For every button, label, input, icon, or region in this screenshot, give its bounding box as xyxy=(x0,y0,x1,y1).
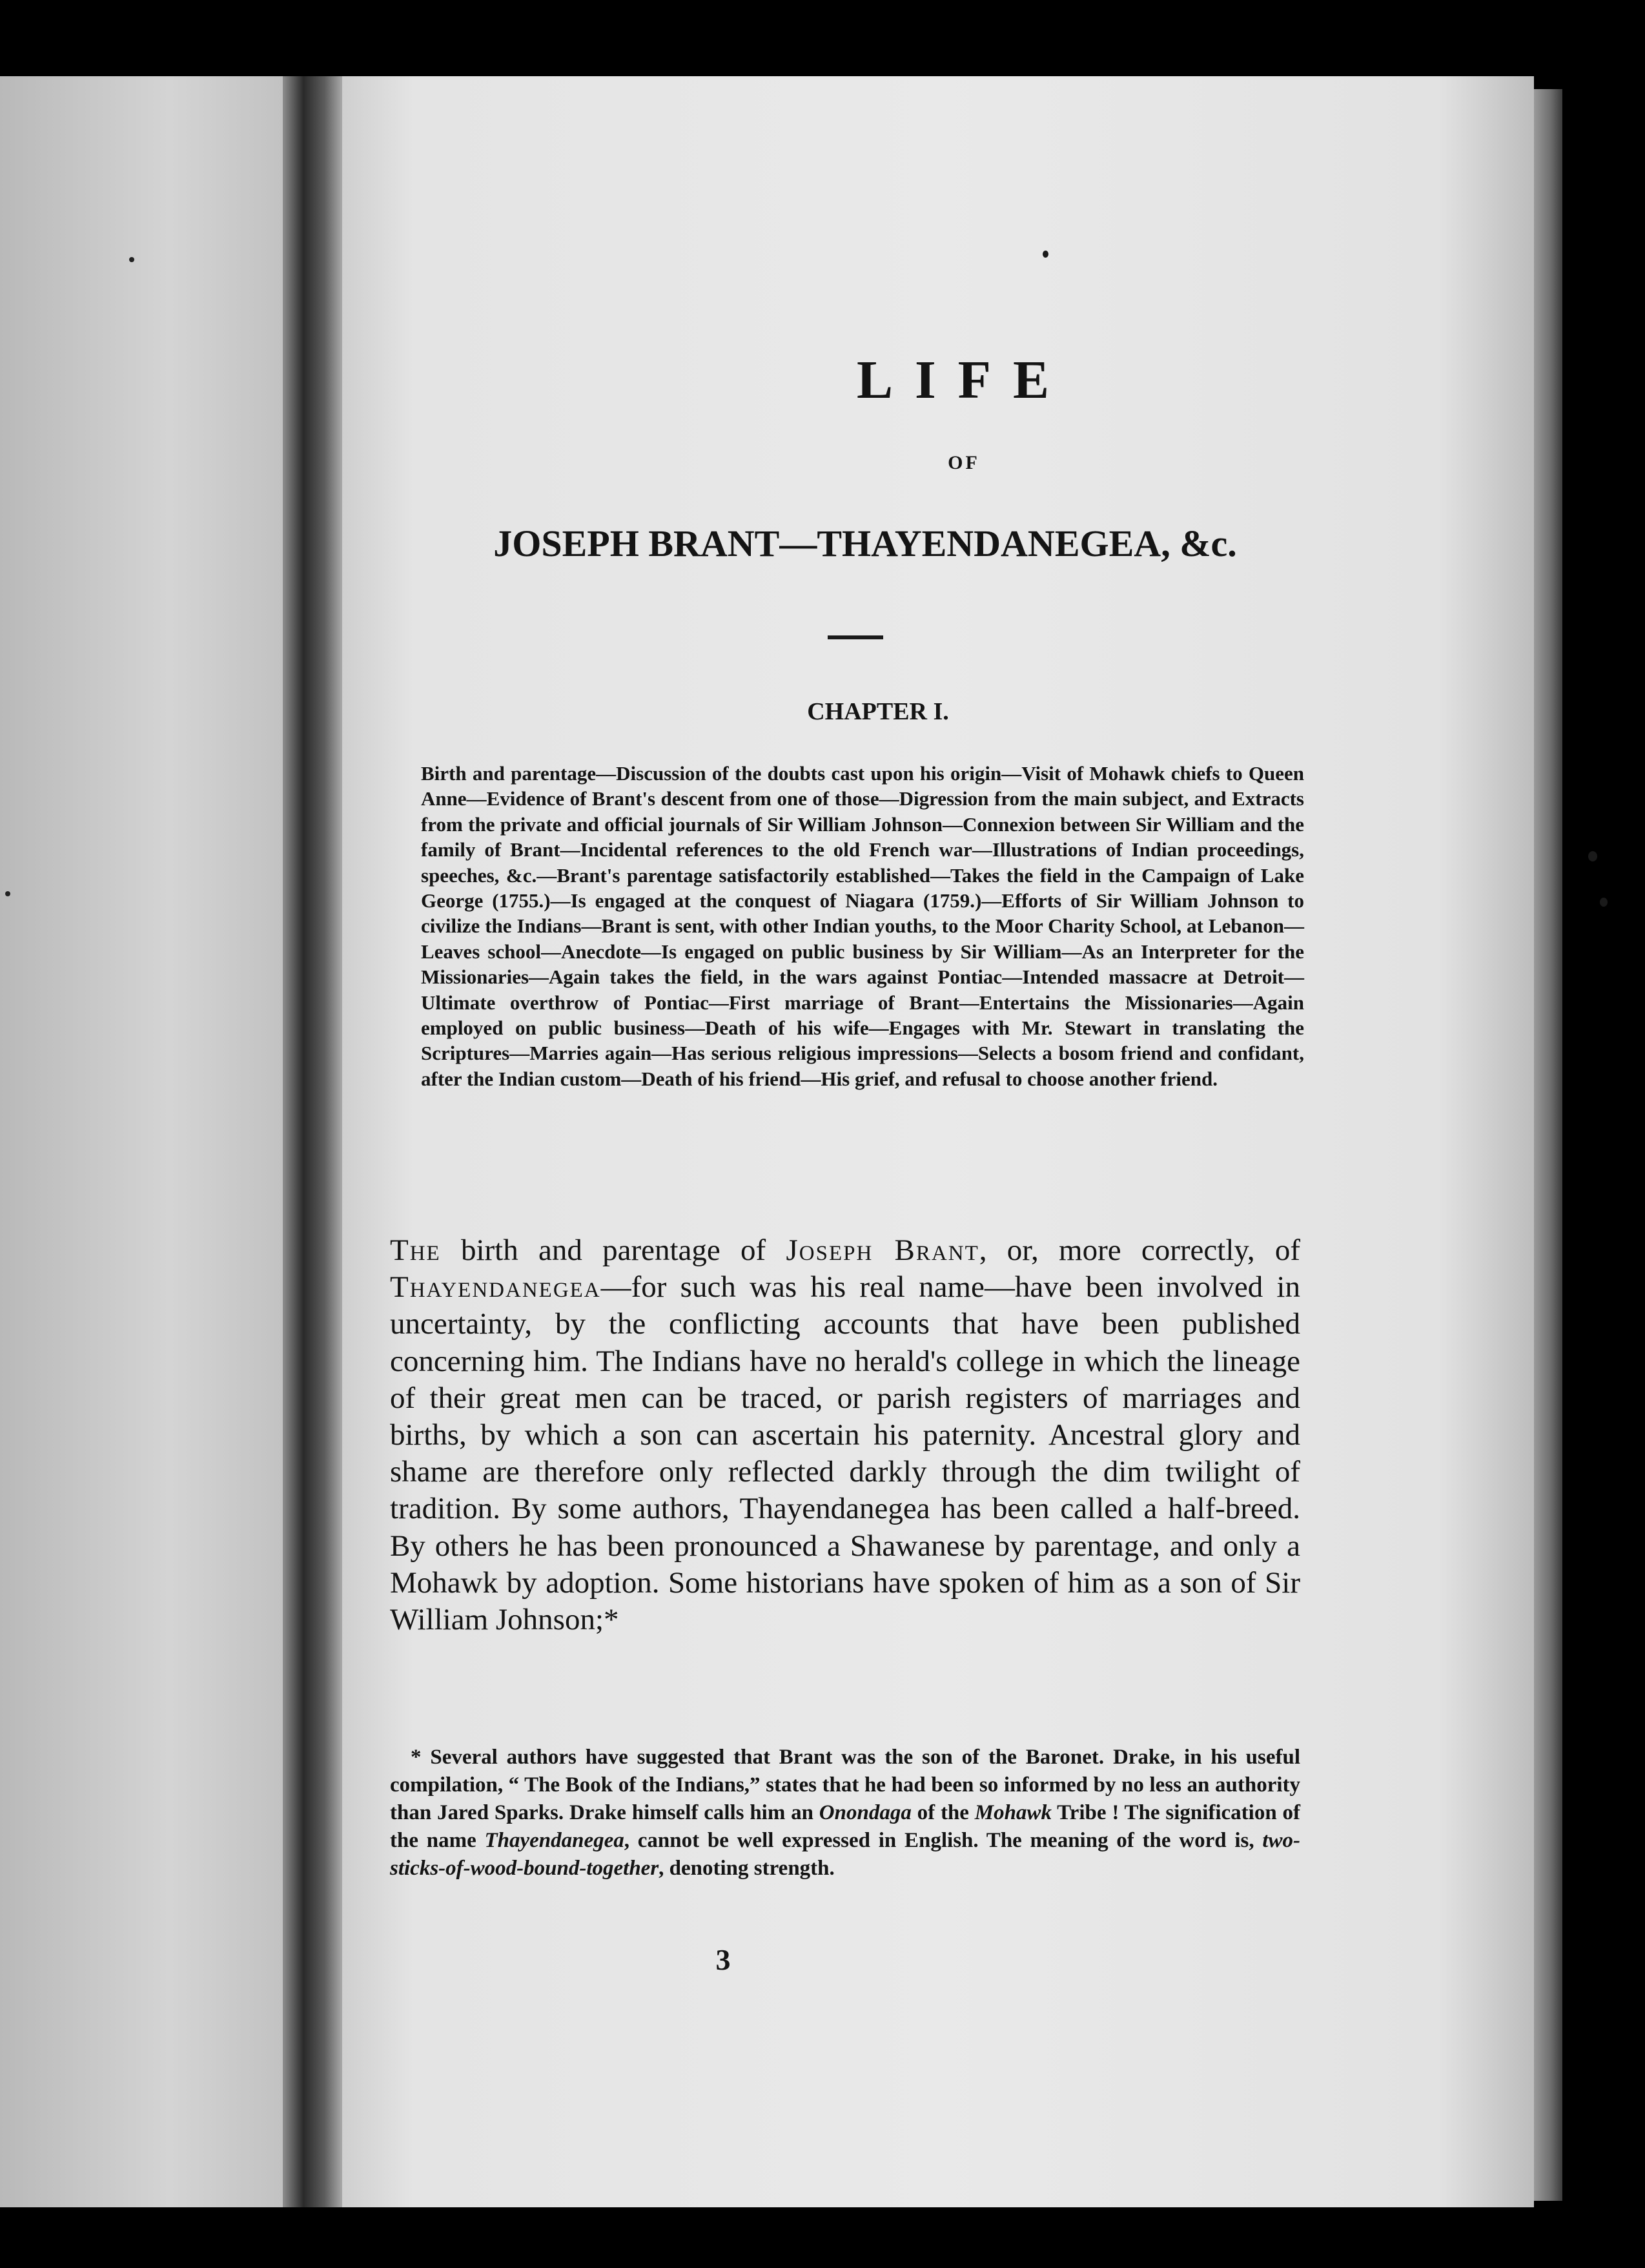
footnote-text-1: * Several authors have suggested that Brant was the son of the Baronet. Drake, in his useful compilation, “ The Book of the Indians,” states that he had been so informed by no less an authority than Jared Sparks. Drake himself calls him an xyxy=(390,1746,1300,1824)
title-subject: JOSEPH BRANT—THAYENDANEGEA, &c. xyxy=(493,522,1237,564)
footnote-meaning: two-sticks-of-wood-bound-together xyxy=(390,1829,1300,1880)
footnote xyxy=(390,1744,1300,1882)
dust-speck xyxy=(1588,851,1597,861)
footnote-text-2: of the xyxy=(911,1801,975,1824)
title-heading: LIFE xyxy=(856,350,1072,410)
page-edge xyxy=(1534,89,1562,2201)
drop-word: The xyxy=(390,1233,441,1267)
title-of: OF xyxy=(948,452,980,473)
footnote-text-3: Tribe ! The signification of the name xyxy=(390,1801,1300,1852)
footnote-onondaga: Onondaga xyxy=(819,1801,912,1824)
title-rule xyxy=(828,635,883,639)
dust-speck xyxy=(1600,898,1608,907)
chapter-heading: CHAPTER I. xyxy=(807,698,949,725)
dust-speck xyxy=(1043,251,1048,258)
footnote-text-4: , cannot be well expressed in English. The meaning of the word is, xyxy=(624,1829,1263,1852)
ink-speck xyxy=(129,257,134,262)
footnote-mohawk: Mohawk xyxy=(974,1801,1052,1824)
body-text-1: birth and parentage of xyxy=(440,1233,786,1267)
page-number: 3 xyxy=(715,1943,731,1976)
ink-speck xyxy=(5,891,10,896)
name-thayendanegea: Thayendanegea xyxy=(390,1270,601,1304)
book-gutter xyxy=(283,76,342,2207)
left-page xyxy=(0,76,283,2207)
chapter-summary: Birth and parentage—Discussion of the doubts cast upon his origin—Visit of Mohawk chiefs to Queen Anne—Evidence of Brant's descent from one of those—Digression from the main subject, and Extracts from the private and official journals of Sir William Johnson—Connexion between Sir William and the family of Brant—Incidental references to the old French war—Illustrations of Indian proceedings, speeches, &c.—Brant's parentage satisfactorily established—Takes the field in the Campaign of Lake George (1755.)—Is engaged at the conquest of Niagara (1759.)—Efforts of Sir William Johnson to civilize the Indians—Brant is sent, with other Indian youths, to the Moor Charity School, at Lebanon—Leaves school—Anecdote—Is engaged on public business by Sir William—As an Interpreter for the Missionaries—Again takes the field, in the wars against Pontiac—Intended massacre at Detroit—Ultimate overthrow of Pontiac—First marriage of Brant—Entertains the Missionaries—Again employed on public business—Death of his wife—Engages with Mr. Stewart in translating the Scriptures—Marries again—Has serious religious impressions—Selects a bosom friend and confidant, after the Indian custom—Death of his friend—His grief, and refusal to choose another friend. xyxy=(421,762,1304,1090)
body-text-3: —for such was his real name—have been involved in uncertainty, by the conflicting accounts that have been published concerning him. The Indians have no herald's college in which the lineage of their great men can be traced, or parish registers of marriages and births, by which a son can ascertain his paternity. Ancestral glory and shame are therefore only reflected darkly through the dim twilight of tradition. By some authors, Thayendanegea has been called a half-breed. By others he has been pronounced a Shawanese by parentage, and only a Mohawk by adoption. Some historians have spoken of him as a son of Sir William Johnson;* xyxy=(390,1270,1300,1637)
body-paragraph xyxy=(390,1232,1300,1638)
footnote-text-5: , denoting strength. xyxy=(659,1857,835,1880)
name-joseph-brant: Joseph Brant xyxy=(786,1233,979,1267)
footnote-thayendanegea: Thayendanegea xyxy=(484,1829,624,1852)
body-text-2: , or, more correctly, of xyxy=(979,1233,1300,1267)
